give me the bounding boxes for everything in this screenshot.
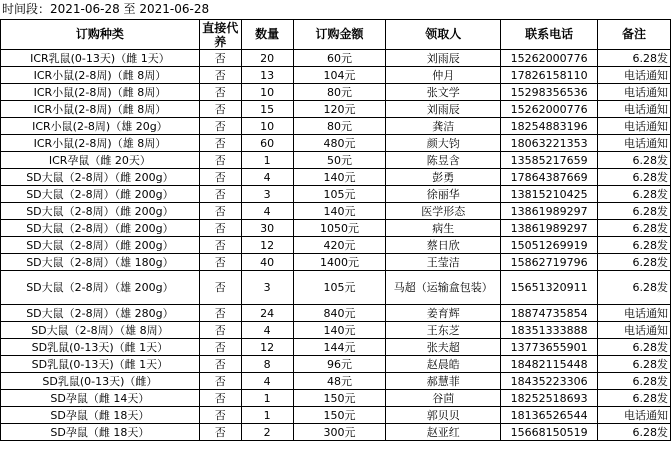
table-row	[1, 101, 671, 118]
phone-cell: 18136526544	[501, 407, 598, 424]
phone-cell: 15862719796	[501, 254, 598, 271]
direct-care-cell: 否	[199, 186, 241, 203]
species-cell: ICR小鼠(2-8周)（雌 8周）	[1, 101, 200, 118]
amount-cell: 80元	[293, 118, 386, 135]
remark-cell: 6.28发	[598, 186, 671, 203]
phone-cell: 15298356536	[501, 84, 598, 101]
remark-cell: 电话通知	[598, 135, 671, 152]
recipient-cell: 陈昱含	[386, 152, 501, 169]
table-row	[1, 152, 671, 169]
quantity-cell: 40	[241, 254, 293, 271]
amount-cell: 96元	[293, 356, 386, 373]
col-header-species: 订购种类	[1, 20, 200, 50]
phone-cell: 18482115448	[501, 356, 598, 373]
recipient-cell: 徐丽华	[386, 186, 501, 203]
table-row	[1, 118, 671, 135]
table-row	[1, 356, 671, 373]
table-row	[1, 373, 671, 390]
phone-cell: 18254883196	[501, 118, 598, 135]
table-row	[1, 237, 671, 254]
species-cell: SD孕鼠（雌 18天）	[1, 424, 200, 441]
direct-care-cell: 否	[199, 390, 241, 407]
species-cell: SD大鼠（2-8周）（雄 280g）	[1, 305, 200, 322]
species-cell: SD大鼠（2-8周）（雌 200g）	[1, 169, 200, 186]
table-row	[1, 220, 671, 237]
amount-cell: 840元	[293, 305, 386, 322]
direct-care-cell: 否	[199, 339, 241, 356]
amount-cell: 150元	[293, 407, 386, 424]
species-cell: SD大鼠（2-8周）（雌 200g）	[1, 203, 200, 220]
quantity-cell: 12	[241, 339, 293, 356]
recipient-cell: 王东芝	[386, 322, 501, 339]
phone-cell: 18063221353	[501, 135, 598, 152]
direct-care-cell: 否	[199, 220, 241, 237]
direct-care-cell: 否	[199, 50, 241, 67]
direct-care-cell: 否	[199, 152, 241, 169]
remark-cell: 电话通知	[598, 67, 671, 84]
phone-cell: 15668150519	[501, 424, 598, 441]
phone-cell: 15651320911	[501, 271, 598, 305]
table-row	[1, 84, 671, 101]
species-cell: SD大鼠（2-8周）（雌 200g）	[1, 186, 200, 203]
amount-cell: 1050元	[293, 220, 386, 237]
species-cell: SD大鼠（2-8周）（雌 200g）	[1, 220, 200, 237]
table-row	[1, 135, 671, 152]
amount-cell: 48元	[293, 373, 386, 390]
amount-cell: 105元	[293, 186, 386, 203]
remark-cell: 6.28发	[598, 424, 671, 441]
phone-cell: 18874735854	[501, 305, 598, 322]
direct-care-cell: 否	[199, 101, 241, 118]
col-header-phone: 联系电话	[501, 20, 598, 50]
direct-care-cell: 否	[199, 67, 241, 84]
recipient-cell: 赵亚红	[386, 424, 501, 441]
quantity-cell: 10	[241, 118, 293, 135]
phone-cell: 15051269919	[501, 237, 598, 254]
phone-cell: 13815210425	[501, 186, 598, 203]
col-header-amount: 订购金额	[293, 20, 386, 50]
recipient-cell: 彭勇	[386, 169, 501, 186]
amount-cell: 140元	[293, 203, 386, 220]
col-header-direct-care: 直接代养	[199, 20, 241, 50]
remark-cell: 6.28发	[598, 50, 671, 67]
phone-cell: 15262000776	[501, 101, 598, 118]
recipient-cell: 医学形态	[386, 203, 501, 220]
phone-cell: 13861989297	[501, 203, 598, 220]
amount-cell: 50元	[293, 152, 386, 169]
direct-care-cell: 否	[199, 322, 241, 339]
remark-cell: 6.28发	[598, 356, 671, 373]
recipient-cell: 郭贝贝	[386, 407, 501, 424]
time-range-label: 时间段：2021-06-28 至 2021-06-28	[2, 2, 210, 16]
amount-cell: 140元	[293, 169, 386, 186]
species-cell: SD大鼠（2-8周）（雄 180g）	[1, 254, 200, 271]
remark-cell: 6.28发	[598, 373, 671, 390]
quantity-cell: 8	[241, 356, 293, 373]
direct-care-cell: 否	[199, 203, 241, 220]
order-table	[0, 19, 671, 441]
col-header-recipient: 领取人	[386, 20, 501, 50]
remark-cell: 6.28发	[598, 254, 671, 271]
remark-cell: 6.28发	[598, 390, 671, 407]
recipient-cell: 王莹洁	[386, 254, 501, 271]
quantity-cell: 2	[241, 424, 293, 441]
species-cell: SD大鼠（2-8周）（雄 8周）	[1, 322, 200, 339]
amount-cell: 1400元	[293, 254, 386, 271]
quantity-cell: 3	[241, 186, 293, 203]
direct-care-cell: 否	[199, 135, 241, 152]
amount-cell: 105元	[293, 271, 386, 305]
recipient-cell: 姜育辉	[386, 305, 501, 322]
amount-cell: 104元	[293, 67, 386, 84]
quantity-cell: 1	[241, 390, 293, 407]
amount-cell: 144元	[293, 339, 386, 356]
quantity-cell: 4	[241, 373, 293, 390]
recipient-cell: 仲月	[386, 67, 501, 84]
quantity-cell: 13	[241, 67, 293, 84]
quantity-cell: 4	[241, 203, 293, 220]
table-row	[1, 50, 671, 67]
quantity-cell: 60	[241, 135, 293, 152]
direct-care-cell: 否	[199, 407, 241, 424]
species-cell: ICR孕鼠（雌 20天）	[1, 152, 200, 169]
species-cell: ICR小鼠(2-8周)（雌 8周）	[1, 84, 200, 101]
remark-cell: 6.28发	[598, 237, 671, 254]
direct-care-cell: 否	[199, 373, 241, 390]
table-row	[1, 186, 671, 203]
recipient-cell: 张文学	[386, 84, 501, 101]
table-row	[1, 407, 671, 424]
amount-cell: 120元	[293, 101, 386, 118]
phone-cell: 18252518693	[501, 390, 598, 407]
phone-cell: 15262000776	[501, 50, 598, 67]
amount-cell: 140元	[293, 322, 386, 339]
phone-cell: 13861989297	[501, 220, 598, 237]
phone-cell: 17864387669	[501, 169, 598, 186]
species-cell: SD孕鼠（雌 18天）	[1, 407, 200, 424]
recipient-cell: 张夫超	[386, 339, 501, 356]
remark-cell: 电话通知	[598, 84, 671, 101]
quantity-cell: 15	[241, 101, 293, 118]
phone-cell: 18435223306	[501, 373, 598, 390]
direct-care-cell: 否	[199, 271, 241, 305]
direct-care-cell: 否	[199, 237, 241, 254]
phone-cell: 18351333888	[501, 322, 598, 339]
col-header-remark: 备注	[598, 20, 671, 50]
amount-cell: 60元	[293, 50, 386, 67]
phone-cell: 13585217659	[501, 152, 598, 169]
table-row	[1, 424, 671, 441]
amount-cell: 150元	[293, 390, 386, 407]
recipient-cell: 郝慧菲	[386, 373, 501, 390]
table-row	[1, 322, 671, 339]
remark-cell: 6.28发	[598, 220, 671, 237]
recipient-cell: 蔡日欣	[386, 237, 501, 254]
table-header-row	[1, 20, 671, 50]
remark-cell: 电话通知	[598, 101, 671, 118]
table-row	[1, 339, 671, 356]
phone-cell: 13773655901	[501, 339, 598, 356]
direct-care-cell: 否	[199, 356, 241, 373]
amount-cell: 420元	[293, 237, 386, 254]
amount-cell: 300元	[293, 424, 386, 441]
quantity-cell: 1	[241, 152, 293, 169]
quantity-cell: 10	[241, 84, 293, 101]
table-row	[1, 169, 671, 186]
remark-cell: 6.28发	[598, 271, 671, 305]
species-cell: SD大鼠（2-8周）（雄 200g）	[1, 271, 200, 305]
recipient-cell: 病生	[386, 220, 501, 237]
col-header-quantity: 数量	[241, 20, 293, 50]
remark-cell: 电话通知	[598, 305, 671, 322]
quantity-cell: 4	[241, 169, 293, 186]
direct-care-cell: 否	[199, 424, 241, 441]
phone-cell: 17826158110	[501, 67, 598, 84]
direct-care-cell: 否	[199, 254, 241, 271]
species-cell: SD孕鼠（雌 14天）	[1, 390, 200, 407]
recipient-cell: 谷茴	[386, 390, 501, 407]
species-cell: ICR小鼠(2-8周)（雄 20g）	[1, 118, 200, 135]
recipient-cell: 刘雨辰	[386, 101, 501, 118]
remark-cell: 6.28发	[598, 203, 671, 220]
remark-cell: 6.28发	[598, 152, 671, 169]
remark-cell: 6.28发	[598, 339, 671, 356]
table-row	[1, 390, 671, 407]
species-cell: SD乳鼠(0-13天)（雌 1天）	[1, 339, 200, 356]
table-row	[1, 254, 671, 271]
recipient-cell: 赵晨皓	[386, 356, 501, 373]
quantity-cell: 3	[241, 271, 293, 305]
table-row	[1, 203, 671, 220]
table-row	[1, 271, 671, 305]
amount-cell: 480元	[293, 135, 386, 152]
quantity-cell: 24	[241, 305, 293, 322]
remark-cell: 电话通知	[598, 407, 671, 424]
recipient-cell: 马超（运输盒包装）	[386, 271, 501, 305]
direct-care-cell: 否	[199, 84, 241, 101]
quantity-cell: 4	[241, 322, 293, 339]
recipient-cell: 颜大钧	[386, 135, 501, 152]
quantity-cell: 12	[241, 237, 293, 254]
remark-cell: 电话通知	[598, 322, 671, 339]
amount-cell: 80元	[293, 84, 386, 101]
remark-cell: 电话通知	[598, 118, 671, 135]
species-cell: SD乳鼠(0-13天)（雌 1天）	[1, 356, 200, 373]
quantity-cell: 20	[241, 50, 293, 67]
remark-cell: 6.28发	[598, 169, 671, 186]
quantity-cell: 30	[241, 220, 293, 237]
quantity-cell: 1	[241, 407, 293, 424]
direct-care-cell: 否	[199, 118, 241, 135]
recipient-cell: 龚洁	[386, 118, 501, 135]
species-cell: ICR小鼠(2-8周)（雌 8周）	[1, 67, 200, 84]
table-row	[1, 67, 671, 84]
direct-care-cell: 否	[199, 305, 241, 322]
species-cell: ICR乳鼠(0-13天)（雌 1天）	[1, 50, 200, 67]
species-cell: SD乳鼠(0-13天)（雌）	[1, 373, 200, 390]
recipient-cell: 刘雨辰	[386, 50, 501, 67]
table-row	[1, 305, 671, 322]
direct-care-cell: 否	[199, 169, 241, 186]
species-cell: ICR小鼠(2-8周)（雄 8周）	[1, 135, 200, 152]
species-cell: SD大鼠（2-8周）（雌 200g）	[1, 237, 200, 254]
